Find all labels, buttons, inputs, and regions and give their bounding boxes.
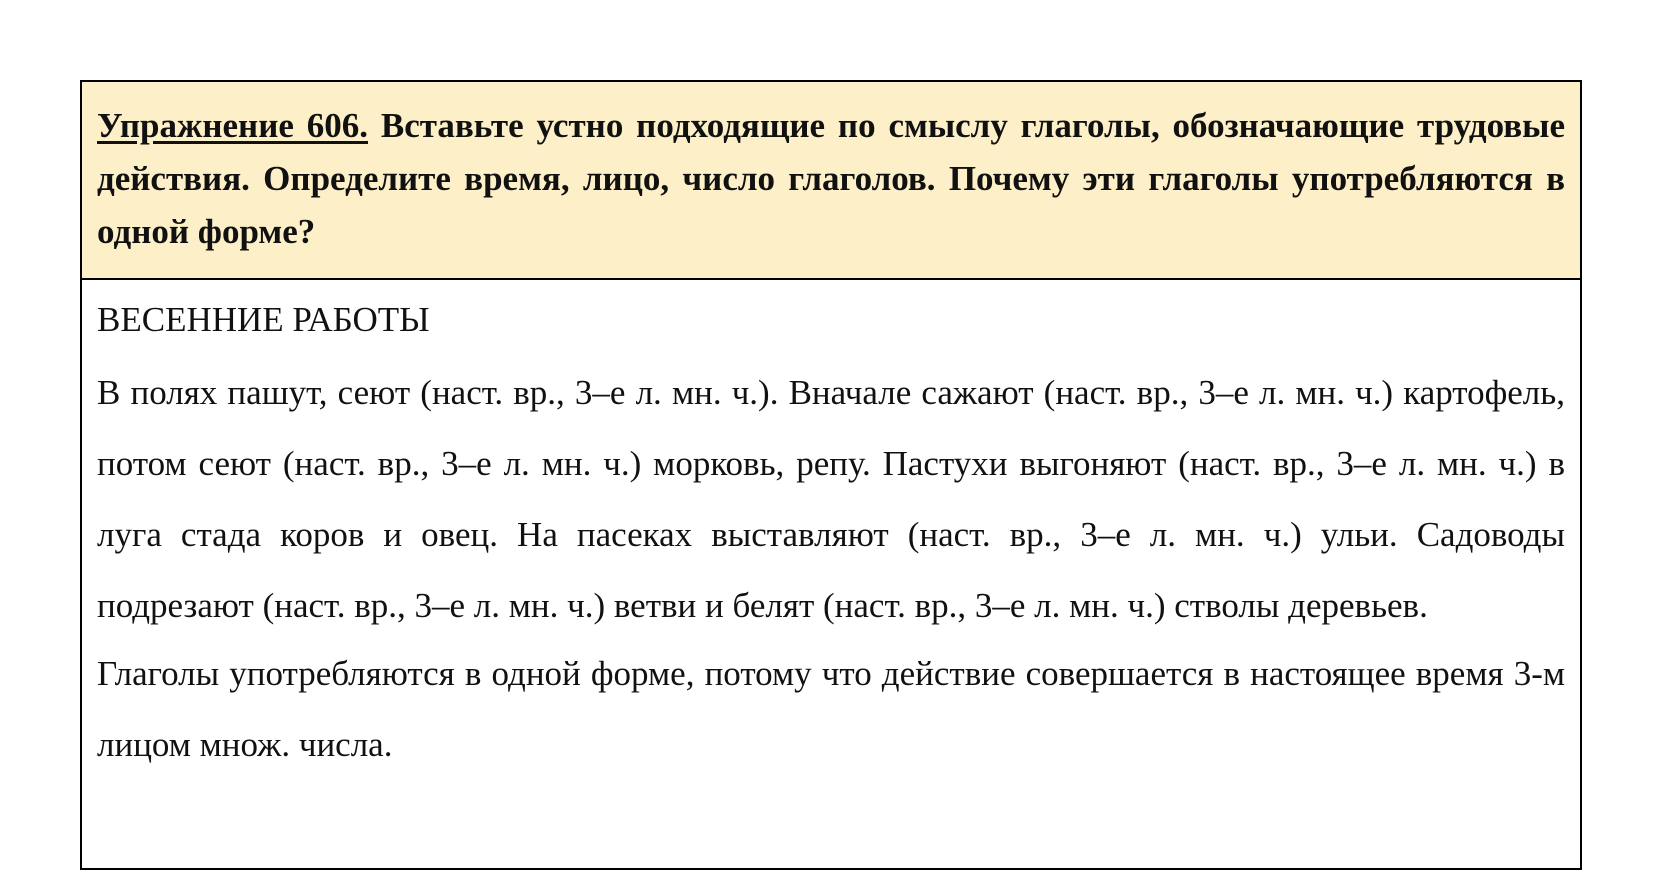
- exercise-number: Упражнение 606.: [97, 106, 368, 145]
- exercise-answer-cell: [82, 280, 1580, 780]
- answer-conclusion: Глаголы употребляются в одной форме, потому что действие совершается в настоящее время 3-м лицом множ. числа.: [97, 654, 1565, 764]
- exercise-instruction: Вставьте устно подходящие по смыслу глаголы, обозначающие трудовые действия. Определите время, лицо, число глаголов. Почему эти глаголы употребляются в одной форме?: [97, 106, 1566, 251]
- answer-text: В полях пашут, сеют (наст. вр., 3–е л. мн. ч.). Вначале сажают (наст. вр., 3–е л. мн. ч.) картофель, потом сеют (наст. вр., 3–е л. мн. ч.) морковь, репу. Пастухи выгоняют (наст. вр., 3–е л. мн. ч.) в луга стада коров и овец. На пасеках выставляют (наст. вр., 3–е л. мн. ч.) ульи. Садоводы подрезают (наст. вр., 3–е л. мн. ч.) ветви и белят (наст. вр., 3–е л. мн. ч.) стволы деревьев.: [97, 373, 1565, 625]
- answer-title: ВЕСЕННИЕ РАБОТЫ: [97, 300, 430, 339]
- exercise-table: [80, 80, 1582, 870]
- exercise-task-cell: [82, 82, 1580, 280]
